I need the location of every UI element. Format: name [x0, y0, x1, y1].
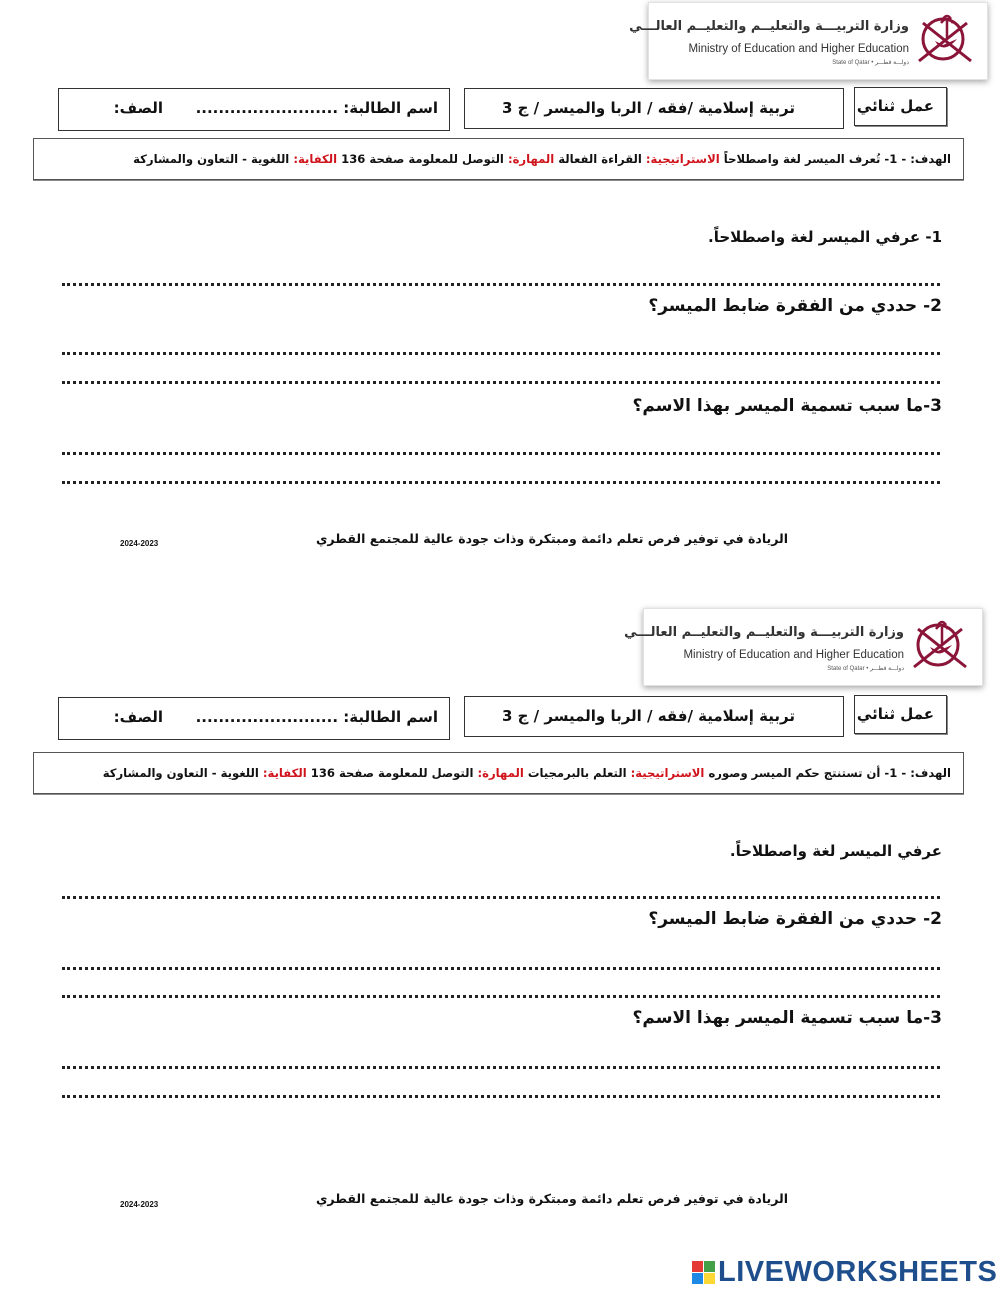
subject-box — [464, 88, 844, 129]
work-type-box — [854, 695, 947, 734]
answer-line[interactable] — [62, 967, 940, 970]
goal-label: الهدف: - 1- أن تستنتج حكم الميسر وصوره — [708, 766, 951, 780]
question-2: 2- حددي من الفقرة ضابط الميسر؟ — [648, 909, 942, 929]
question-1: عرفي الميسر لغة واصطلاحاً. — [729, 842, 942, 860]
qatar-emblem-icon — [913, 9, 977, 73]
question-2: 2- حددي من الفقرة ضابط الميسر؟ — [648, 296, 942, 316]
competency-label: الكفاية: — [262, 766, 307, 780]
liveworksheets-blocks-icon — [692, 1261, 715, 1284]
ministry-state: State of Qatar • دولـــة قطـــر — [832, 60, 909, 66]
goal-text — [133, 152, 951, 166]
answer-line[interactable] — [62, 283, 940, 286]
ministry-logo-card — [629, 2, 988, 80]
answer-line[interactable] — [62, 352, 940, 355]
strategy-value: التعلم بالبرمجيات — [527, 766, 631, 780]
footer-slogan: الريادة في توفير فرص تعلم دائمة ومبتكرة وذات جودة عالية للمجتمع القطري — [315, 1191, 788, 1206]
answer-line[interactable] — [62, 1095, 940, 1098]
answer-line[interactable] — [62, 452, 940, 455]
goal-bar — [33, 752, 964, 794]
answer-line[interactable] — [62, 481, 940, 484]
answer-line[interactable] — [62, 896, 940, 899]
ministry-name-en: Ministry of Education and Higher Education — [683, 649, 904, 661]
work-type-text: عمل ثنائي — [856, 97, 934, 115]
class-field[interactable]: الصف: — [113, 708, 163, 726]
competency-value: اللغوية - التعاون والمشاركة — [102, 766, 263, 780]
skill-label: المهارة: — [477, 766, 524, 780]
student-info-box — [58, 88, 450, 131]
liveworksheets-text: LIVEWORKSHEETS — [718, 1256, 998, 1288]
student-name-field[interactable]: اسم الطالبة: ......................... — [195, 708, 438, 726]
footer-year: 2024-2023 — [120, 539, 159, 548]
answer-line[interactable] — [62, 381, 940, 384]
student-name-field[interactable]: اسم الطالبة: ......................... — [195, 99, 438, 117]
skill-value: التوصل للمعلومة صفحة 136 — [341, 152, 508, 166]
goal-label: الهدف: - 1- تُعرف الميسر لغة واصطلاحاً — [723, 152, 951, 166]
answer-line[interactable] — [62, 995, 940, 998]
answer-line[interactable] — [62, 1066, 940, 1069]
liveworksheets-logo[interactable] — [692, 1256, 997, 1289]
ministry-name-ar: وزارة التربيـــة والتعليــم والتعليــم العالـــي — [624, 625, 904, 640]
work-type-box — [854, 87, 947, 126]
ministry-logo-card — [624, 608, 983, 686]
footer-slogan: الريادة في توفير فرص تعلم دائمة ومبتكرة وذات جودة عالية للمجتمع القطري — [315, 531, 788, 546]
ministry-state: State of Qatar • دولـــة قطـــر — [827, 666, 904, 672]
qatar-emblem-icon — [908, 615, 972, 679]
skill-value: التوصل للمعلومة صفحة 136 — [310, 766, 478, 780]
ministry-name-ar: وزارة التربيـــة والتعليــم والتعليــم العالـــي — [629, 19, 909, 34]
goal-bar — [33, 138, 964, 180]
goal-text — [103, 766, 951, 780]
competency-value: اللغوية - التعاون والمشاركة — [133, 152, 294, 166]
class-field[interactable]: الصف: — [113, 99, 163, 117]
competency-label: الكفاية: — [293, 152, 338, 166]
work-type-text: عمل ثنائي — [856, 705, 934, 723]
subject-text: تربية إسلامية /فقه / الربا والميسر / ج 3 — [501, 99, 795, 117]
question-3: 3-ما سبب تسمية الميسر بهذا الاسم؟ — [632, 396, 942, 416]
ministry-name-en: Ministry of Education and Higher Education — [688, 43, 909, 55]
student-info-box — [58, 697, 450, 740]
strategy-label: الاستراتيجية: — [645, 152, 720, 166]
subject-text: تربية إسلامية /فقه / الربا والميسر / ج 3 — [501, 707, 795, 725]
footer-year: 2024-2023 — [120, 1200, 159, 1209]
subject-box — [464, 696, 844, 737]
strategy-label: الاستراتيجية: — [630, 766, 705, 780]
question-3: 3-ما سبب تسمية الميسر بهذا الاسم؟ — [632, 1008, 942, 1028]
strategy-value: القراءة الفعالة — [558, 152, 646, 166]
skill-label: المهارة: — [507, 152, 555, 166]
question-1: 1- عرفي الميسر لغة واصطلاحاً. — [708, 228, 942, 246]
